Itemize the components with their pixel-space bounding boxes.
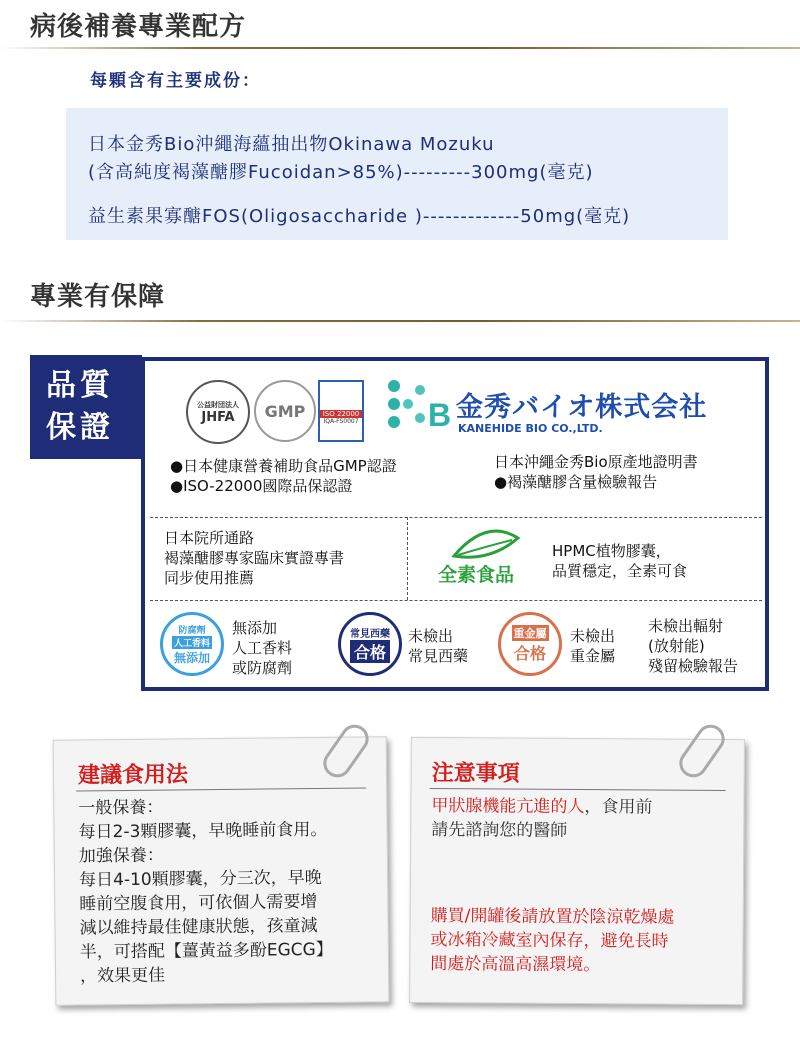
company-english-name: KANEHIDE BIO CO.,LTD.	[458, 422, 603, 435]
no-additive-badge-top: 防腐劑	[178, 625, 206, 636]
ingredients-heading: 每顆含有主要成份：	[90, 71, 261, 91]
jhfa-badge-text: JHFA	[201, 409, 235, 425]
ingredient-line-1: 日本金秀Bio沖繩海蘊抽出物Okinawa Mozuku	[88, 134, 495, 155]
usage-line: 半，可搭配【薑黃益多酚EGCG】	[79, 939, 333, 963]
caution-line-1-rest: ，食用前	[584, 797, 653, 818]
hpmc-line-2: 品質穩定，全素可食	[552, 562, 688, 580]
western-drug-badge-bottom: 合格	[350, 640, 390, 663]
iso-badge-sub: IQA-FS0007	[323, 418, 359, 425]
heavy-metal-badge	[498, 612, 562, 676]
usage-line: 每日4-10顆膠囊，分三次，早晚	[78, 867, 322, 891]
cert-left-item-2: ●ISO-22000國際品保認證	[170, 477, 353, 495]
heavy-metal-badge-bottom: 合格	[513, 643, 546, 663]
heavy-metal-line-2: 重金屬	[570, 647, 616, 665]
kanehide-logo-icon	[386, 378, 452, 436]
usage-line: 睡前空腹食用，可依個人需要增	[79, 891, 318, 915]
usage-line: ，效果更佳	[79, 965, 166, 987]
dashed-divider	[150, 600, 762, 601]
ingredient-line-3: 益生素果寡醣FOS(Oligosaccharide )-------------50mg(毫克)	[88, 206, 631, 227]
no-additive-badge-mid: 人工香料	[172, 636, 212, 649]
clinical-line-3: 同步使用推薦	[164, 569, 255, 587]
no-additive-line-1: 無添加	[232, 619, 278, 637]
cert-right-item-2: ●褐藻醣膠含量檢驗報告	[494, 473, 658, 491]
dashed-divider	[150, 517, 762, 518]
formula-section-title: 病後補養專業配方	[30, 12, 247, 42]
leaf-icon	[450, 528, 522, 560]
jhfa-badge	[186, 380, 250, 444]
caution-title-rule	[430, 788, 726, 791]
clinical-line-1: 日本院所通路	[164, 529, 255, 547]
section-divider	[0, 320, 800, 322]
usage-line: 每日2-3顆膠囊，早晚睡前食用。	[78, 819, 328, 843]
radiation-line-3: 殘留檢驗報告	[648, 657, 739, 675]
radiation-line-2: (放射能)	[648, 637, 705, 655]
western-drug-badge-top: 常見西藥	[350, 629, 390, 640]
no-additive-badge-bottom: 無添加	[173, 650, 210, 665]
caution-line-1	[431, 794, 652, 820]
western-drug-line-1: 未檢出	[408, 627, 454, 645]
storage-line: 間處於高溫高濕環境。	[430, 953, 601, 976]
caution-hyperthyroid-text: 甲狀腺機能亢進的人	[431, 795, 585, 818]
vegan-badge-text: 全素食品	[438, 564, 515, 586]
usage-line: 加強保養：	[78, 845, 164, 867]
iso-badge	[318, 380, 364, 442]
company-name: 金秀バイオ株式会社	[456, 392, 708, 423]
usage-line: 減以維持最佳健康狀態，孩童減	[79, 915, 318, 939]
quality-guarantee-label	[30, 355, 130, 459]
guarantee-section-title: 專業有保障	[30, 282, 166, 312]
storage-line: 購買/開罐後請放置於陰涼乾燥處	[430, 905, 675, 928]
jhfa-badge-top: 公益財団法人	[197, 400, 239, 409]
no-additive-line-3: 或防腐劑	[232, 659, 293, 677]
western-drug-line-2: 常見西藥	[408, 647, 469, 665]
hpmc-line-1: HPMC植物膠囊，	[552, 542, 671, 560]
cert-left-item-1: ●日本健康營養補助食品GMP認證	[170, 457, 397, 475]
heavy-metal-badge-top: 重金屬	[513, 626, 547, 640]
no-additive-badge	[160, 612, 224, 676]
ingredient-box	[66, 108, 728, 240]
usage-line: 一般保養：	[78, 797, 164, 819]
section-divider	[0, 47, 800, 49]
dashed-divider	[407, 517, 408, 600]
western-drug-badge	[338, 612, 402, 676]
ingredient-line-2: (含高純度褐藻醣膠Fucoidan>85%)---------300mg(毫克)	[88, 162, 594, 183]
svg-text:B: B	[428, 397, 452, 433]
radiation-line-1: 未檢出輻射	[648, 617, 724, 635]
iso-badge-text: ISO 22000	[320, 410, 362, 418]
usage-title: 建議食用法	[77, 762, 189, 789]
gmp-badge-text: GMP	[264, 401, 306, 421]
cert-right-item-1: 日本沖繩金秀Bio原產地證明書	[494, 453, 698, 471]
no-additive-line-2: 人工香料	[232, 639, 293, 657]
vegan-badge	[436, 528, 536, 584]
gmp-badge	[254, 380, 316, 442]
label-line-1: 品質	[46, 368, 114, 403]
caution-title: 注意事項	[431, 760, 520, 787]
storage-line: 或冰箱冷藏室內保存，避免長時	[430, 929, 669, 952]
clinical-line-2: 褐藻醣膠專家臨床實證專書	[164, 549, 345, 567]
caution-line-2: 請先諮詢您的醫師	[431, 819, 568, 841]
heavy-metal-line-1: 未檢出	[570, 627, 616, 645]
label-line-2: 保證	[46, 410, 114, 445]
